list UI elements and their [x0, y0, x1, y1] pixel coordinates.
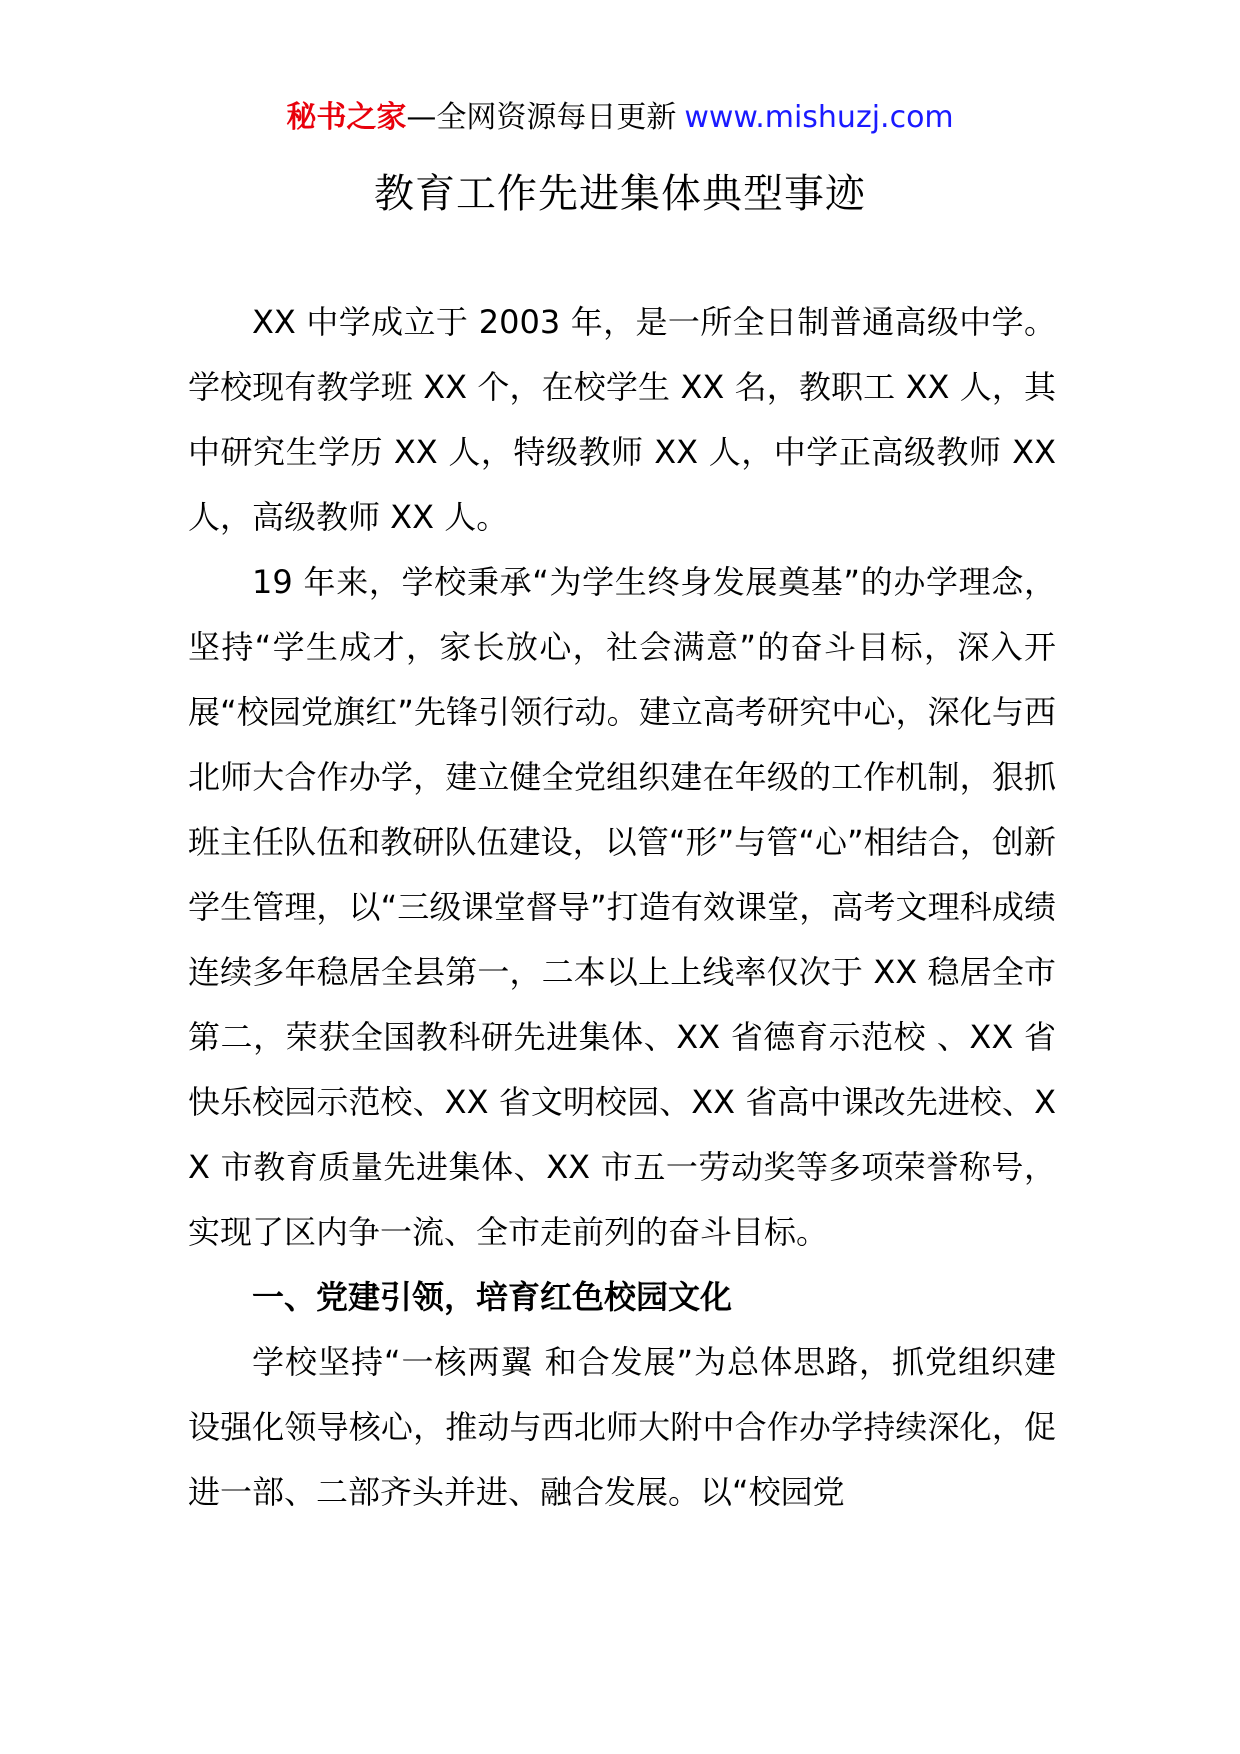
brand-name: 秘书之家 [286, 100, 407, 135]
document-body [188, 290, 1056, 1525]
banner-tagline: —全网资源每日更新 [406, 100, 677, 135]
site-url-link[interactable]: www.mishuzj.com [684, 100, 954, 135]
section-heading-1: 一、党建引领，培育红色校园文化 [252, 1278, 733, 1316]
document-title: 教育工作先进集体典型事迹 [374, 171, 866, 217]
paragraph-achievements: 19 年来，学校秉承“为学生终身发展奠基”的办学理念，坚持“学生成才，家长放心，社会满意”的奋斗目标，深入开展“校园党旗红”先锋引领行动。建立高考研究中心，深化与西北师大合作办学，建立健全党组织建在年级的工作机制，狠抓班主任队伍和教研队伍建设，以管“形”与管“心”相结合，创新学生管理，以“三级课堂督导”打造有效课堂，高考文理科成绩连续多年稳居全县第一，二本以上上线率仅次于 XX 稳居全市第二，荣获全国教科研先进集体、XX 省德育示范校 、XX 省快乐校园示范校、XX 省文明校园、XX 省高中课改先进校、XX 市教育质量先进集体、XX 市五一劳动奖等多项荣誉称号，实现了区内争一流、全市走前列的奋斗目标。 [188, 563, 1056, 1251]
paragraph-section-1: 学校坚持“一核两翼 和合发展”为总体思路，抓党组织建设强化领导核心，推动与西北师大附中合作办学持续深化，促进一部、二部齐头并进、融合发展。以“校园党 [188, 1343, 1056, 1511]
site-banner [0, 98, 1240, 138]
paragraph-intro: XX 中学成立于 2003 年，是一所全日制普通高级中学。学校现有教学班 XX 个，在校学生 XX 名，教职工 XX 人，其中研究生学历 XX 人，特级教师 XX 人，中学正高级教师 XX 人，高级教师 XX 人。 [188, 303, 1056, 536]
